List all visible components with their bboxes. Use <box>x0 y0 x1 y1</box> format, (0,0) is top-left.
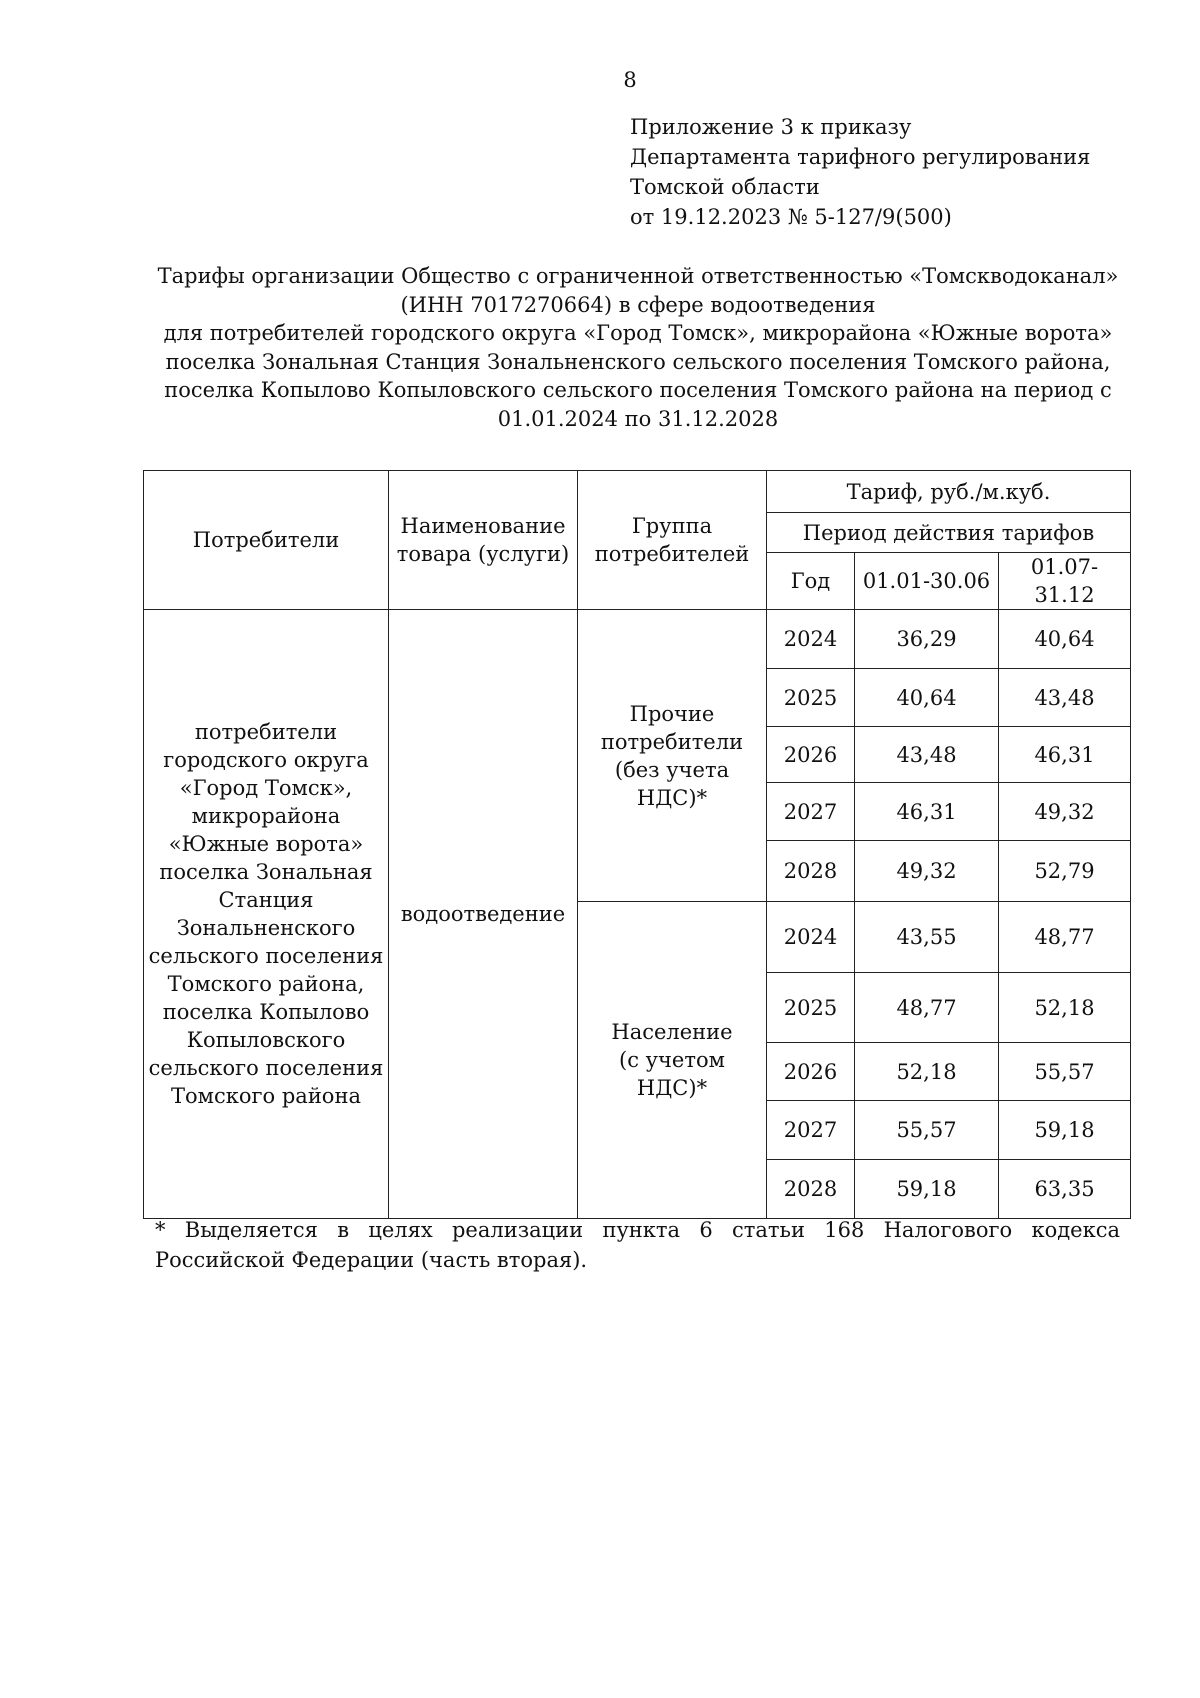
header-group <box>578 471 767 610</box>
tariff-second-half-cell: 59,18 <box>999 1101 1131 1160</box>
header-service <box>389 471 578 610</box>
group-line: НДС)* <box>636 785 708 810</box>
year-cell: 2026 <box>767 1043 855 1101</box>
header-tariff: Тариф, руб./м.куб. <box>767 471 1131 513</box>
tariff-table <box>143 470 1131 1219</box>
consumers-line: городского округа <box>163 748 369 772</box>
tariff-first-half-cell: 43,48 <box>855 727 999 783</box>
tariff-table-body <box>144 471 1131 1219</box>
title-line: (ИНН 7017270664) в сфере водоотведения <box>400 292 876 317</box>
table-row <box>144 610 1131 669</box>
tariff-second-half-cell: 52,18 <box>999 973 1131 1043</box>
title-line: 01.01.2024 по 31.12.2028 <box>497 406 779 431</box>
year-cell: 2026 <box>767 727 855 783</box>
year-cell: 2027 <box>767 783 855 841</box>
header-year: Год <box>767 553 855 610</box>
group-line: (без учета <box>614 757 730 782</box>
consumers-line: сельского поселения <box>148 944 384 968</box>
tariff-first-half-cell: 46,31 <box>855 783 999 841</box>
year-cell: 2027 <box>767 1101 855 1160</box>
appendix-block <box>630 112 1090 232</box>
group-line: Население <box>611 1020 733 1044</box>
consumers-line: поселка Зональная <box>159 860 373 884</box>
consumers-line: Томского района, <box>167 972 365 996</box>
header-group-line: потребителей <box>594 542 750 566</box>
header-second-half: 01.07-31.12 <box>999 553 1131 610</box>
group-line: (с учетом <box>619 1048 725 1072</box>
year-cell: 2028 <box>767 841 855 902</box>
tariff-second-half-cell: 43,48 <box>999 669 1131 727</box>
tariff-first-half-cell: 49,32 <box>855 841 999 902</box>
appendix-line: Департамента тарифного регулирования <box>630 145 1091 169</box>
tariff-second-half-cell: 40,64 <box>999 610 1131 669</box>
header-service-line: Наименование <box>400 514 566 538</box>
tariff-first-half-cell: 59,18 <box>855 1160 999 1219</box>
consumers-line: «Южные ворота» <box>168 832 364 856</box>
tariff-second-half-cell: 46,31 <box>999 727 1131 783</box>
header-period: Период действия тарифов <box>767 513 1131 553</box>
tariff-second-half-cell: 52,79 <box>999 841 1131 902</box>
tariff-second-half-cell: 55,57 <box>999 1043 1131 1101</box>
appendix-line: от 19.12.2023 № 5-127/9(500) <box>630 205 952 229</box>
consumers-line: поселка Копылово <box>162 1000 370 1024</box>
consumers-cell <box>144 610 389 1219</box>
header-service-line: товара (услуги) <box>396 542 570 566</box>
year-cell: 2025 <box>767 973 855 1043</box>
consumers-line: Томского района <box>171 1084 361 1108</box>
tariff-first-half-cell: 55,57 <box>855 1101 999 1160</box>
year-cell: 2025 <box>767 669 855 727</box>
tariff-second-half-cell: 63,35 <box>999 1160 1131 1219</box>
footnote: * Выделяется в целях реализации пункта 6 статьи 168 Налогового кодекса Российской Федерации (часть вторая). <box>155 1218 1120 1272</box>
tariff-first-half-cell: 52,18 <box>855 1043 999 1101</box>
tariff-second-half-cell: 48,77 <box>999 902 1131 973</box>
service-cell: водоотведение <box>389 610 578 1219</box>
tariff-first-half-cell: 40,64 <box>855 669 999 727</box>
group-cell <box>578 902 767 1219</box>
appendix-line: Приложение 3 к приказу <box>630 115 912 139</box>
header-consumers: Потребители <box>144 471 389 610</box>
tariff-first-half-cell: 43,55 <box>855 902 999 973</box>
year-cell: 2024 <box>767 610 855 669</box>
consumers-line: потребители <box>194 720 338 744</box>
group-cell <box>578 610 767 902</box>
year-cell: 2024 <box>767 902 855 973</box>
year-cell: 2028 <box>767 1160 855 1219</box>
group-line: потребители <box>600 729 744 754</box>
header-first-half: 01.01-30.06 <box>855 553 999 610</box>
consumers-line: микрорайона <box>191 804 341 828</box>
header-group-line: Группа <box>631 514 713 538</box>
consumers-line: Станция <box>218 888 314 912</box>
tariff-second-half-cell: 49,32 <box>999 783 1131 841</box>
page-number: 8 <box>623 68 637 92</box>
tariff-first-half-cell: 36,29 <box>855 610 999 669</box>
title-line: поселка Копылово Копыловского сельского поселения Томского района на период с <box>164 378 1112 402</box>
title-line: для потребителей городского округа «Город Томск», микрорайона «Южные ворота» <box>163 321 1113 345</box>
tariff-first-half-cell: 48,77 <box>855 973 999 1043</box>
title-line: поселка Зональная Станция Зональненского сельского поселения Томского района, <box>165 349 1111 374</box>
group-line: Прочие <box>629 701 715 726</box>
consumers-line: Копыловского <box>186 1028 346 1052</box>
group-line: НДС)* <box>636 1076 708 1100</box>
consumers-line: «Город Томск», <box>179 776 353 800</box>
consumers-line: сельского поселения <box>148 1056 384 1080</box>
title-line: Тарифы организации Общество с ограниченной ответственностью «Томскводоканал» <box>157 264 1119 288</box>
appendix-line: Томской области <box>630 175 820 199</box>
consumers-line: Зональненского <box>176 916 356 940</box>
document-title <box>143 262 1133 433</box>
